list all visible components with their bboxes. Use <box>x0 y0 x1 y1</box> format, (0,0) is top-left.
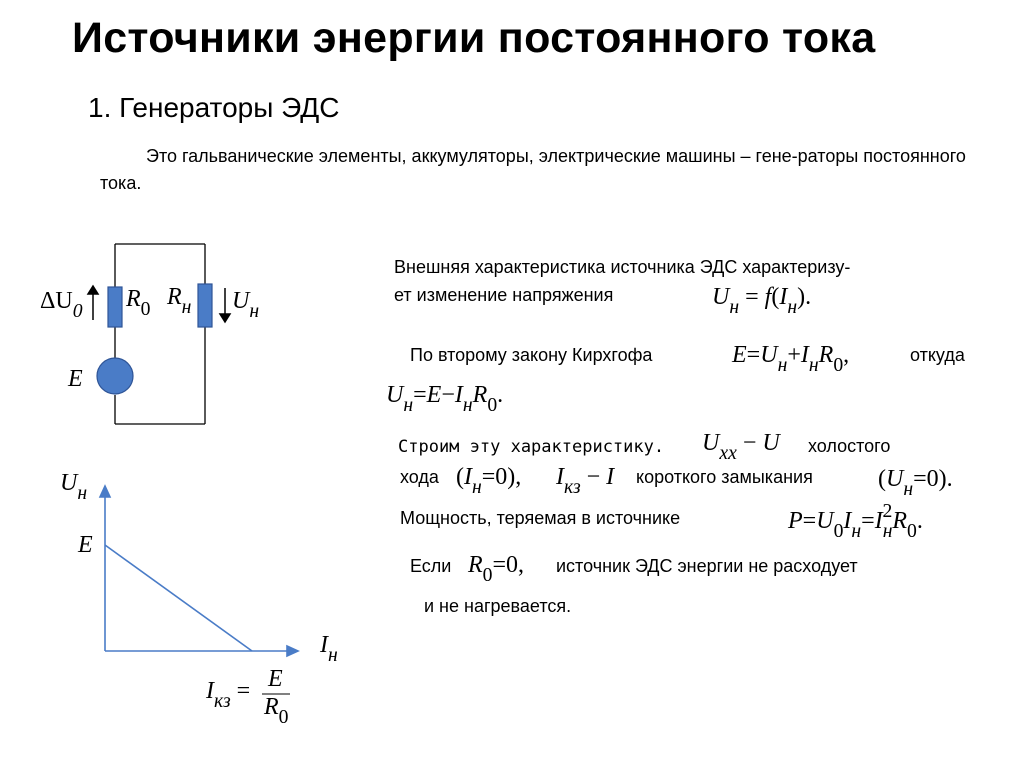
idle-cont-text: хода <box>400 467 439 487</box>
delta-u-label: $\Delta U_0$ <box>40 288 83 322</box>
conclusion-text: источник ЭДС энергии не расходует <box>556 556 858 576</box>
graph-e-label: E <box>78 532 93 558</box>
un-label: $U_н$ <box>232 288 260 322</box>
build-text: Строим эту характеристику. <box>398 437 665 457</box>
formula-uxx: $U_{хх} - U$ <box>702 430 780 464</box>
resistor-rn <box>198 284 212 327</box>
graph-y-label: $U_н$ <box>60 470 88 504</box>
if-text: Если <box>410 556 452 576</box>
formula-in-zero: $(I_н=0)$, <box>456 464 522 498</box>
formula-un-f: $U_н = f(I_н)$. <box>712 284 812 318</box>
isc-denominator: $R_0$ <box>264 694 289 728</box>
isc-label: $I_{кз}$ = <box>206 678 251 712</box>
emf-source <box>97 358 133 394</box>
formula-ikz: $I_{кз} - I$ <box>556 464 615 498</box>
formula-r0-zero: $R_0=0$, <box>468 552 525 586</box>
external-char-line2: ет изменение напряжения <box>394 285 614 305</box>
formula-un: $U_н=E-I_нR_0$. <box>386 382 504 416</box>
conclusion-text-2: и не нагревается. <box>424 596 572 616</box>
formula-power: $P=U_0I_н=I_н^2R_0$. <box>788 500 923 542</box>
delta-u-arrow-head <box>88 286 98 294</box>
page-title: Источники энергии постоянного тока <box>72 14 876 62</box>
e-label: E <box>68 366 83 392</box>
formula-un-zero: $(U_н=0)$. <box>878 466 953 500</box>
formula-kirchhoff: $E=U_н+I_нR_0$, <box>732 342 850 376</box>
graph-x-label: $I_н$ <box>320 632 338 666</box>
isc-numerator: E <box>268 666 283 692</box>
rn-label: $R_н$ <box>167 284 192 318</box>
y-axis-arrow <box>100 486 110 497</box>
external-characteristic-line <box>105 545 252 651</box>
external-char-line1: Внешняя характеристика источника ЭДС характеризу- <box>394 257 851 277</box>
power-loss-text: Мощность, теряемая в источнике <box>400 508 681 528</box>
idle-text: холостого <box>808 436 891 456</box>
un-arrow-head <box>220 314 230 322</box>
whence-text: откуда <box>910 345 965 365</box>
section-heading: 1. Генераторы ЭДС <box>88 92 340 123</box>
circuit-diagram <box>115 244 205 424</box>
kirchhoff-text: По второму закону Кирхгофа <box>410 345 653 365</box>
r0-label: $R_0$ <box>126 286 151 320</box>
resistor-r0 <box>108 287 122 327</box>
short-circuit-text: короткого замыкания <box>636 467 813 487</box>
vi-graph <box>100 486 298 656</box>
intro-text: Это гальванические элементы, аккумуляторы, электрические машины – гене-раторы постоянного тока. <box>100 146 966 193</box>
x-axis-arrow <box>287 646 298 656</box>
